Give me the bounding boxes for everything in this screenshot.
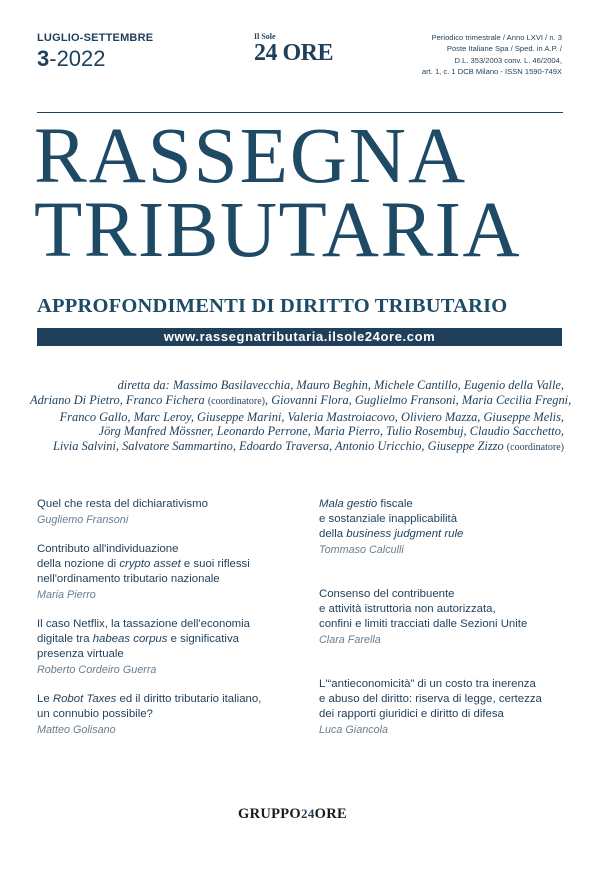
article bbox=[319, 677, 559, 738]
article bbox=[37, 692, 277, 738]
article-author: Maria Pierro bbox=[37, 589, 96, 601]
article-title: dei rapporti giuridici e diritto di difesa bbox=[319, 708, 504, 720]
article bbox=[37, 497, 277, 528]
article-title: confini e limiti tracciati dalle Sezioni Unite bbox=[319, 618, 528, 630]
article-title bbox=[37, 692, 277, 707]
title-italic: Mala gestio bbox=[319, 498, 378, 510]
title-text: ed il diritto tributario italiano, bbox=[116, 693, 262, 705]
issue-year: -2022 bbox=[49, 46, 106, 71]
title-text: Le bbox=[37, 693, 53, 705]
article bbox=[319, 587, 559, 648]
article bbox=[37, 617, 277, 678]
coordinator-tag: (coordinatore) bbox=[506, 442, 564, 454]
website-url-bar: www.rassegnatributaria.ilsole24ore.com bbox=[37, 328, 562, 346]
journal-title-line2: TRIBUTARIA bbox=[34, 187, 522, 274]
issue-number bbox=[37, 46, 106, 72]
publisher-logo bbox=[238, 806, 347, 823]
info-line: D.L. 353/2003 conv. L. 46/2004, bbox=[454, 55, 562, 65]
title-text: della bbox=[319, 528, 347, 540]
article-author: Gugliemo Fransoni bbox=[37, 514, 129, 526]
title-text: e significativa bbox=[167, 633, 239, 645]
directors-list bbox=[30, 378, 572, 456]
article-title bbox=[319, 497, 559, 512]
article-author: Luca Giancola bbox=[319, 724, 389, 736]
journal-title-line1: RASSEGNA bbox=[34, 113, 468, 200]
title-text: digitale tra bbox=[37, 633, 93, 645]
publisher-text: ORE bbox=[314, 806, 347, 822]
directors-text: Livia Salvini, Salvatore Sammartino, Edoardo Traversa, Antonio Uricchio, Giuseppe Zizzo bbox=[52, 439, 507, 454]
articles-left-column bbox=[37, 497, 277, 752]
logo-main-text: 24 ORE bbox=[254, 40, 334, 66]
info-line: Poste Italiane Spa / Sped. in A.P. / bbox=[446, 44, 562, 54]
article-title: presenza virtuale bbox=[37, 648, 124, 660]
journal-subtitle: APPROFONDIMENTI DI DIRITTO TRIBUTARIO bbox=[37, 295, 508, 317]
title-italic: Robot Taxes bbox=[52, 693, 117, 705]
publisher-number: 24 bbox=[301, 806, 315, 821]
title-italic: business judgment rule bbox=[346, 528, 464, 540]
article-title bbox=[37, 632, 277, 647]
article-title bbox=[319, 527, 559, 542]
directors-line: diretta da: Massimo Basilavecchia, Mauro Beghin, Michele Cantillo, Eugenio della Valle, bbox=[117, 378, 564, 392]
article-author: Clara Farella bbox=[319, 634, 381, 646]
article-author: Roberto Cordeiro Guerra bbox=[37, 664, 157, 676]
article-title: L'“antieconomicità” di un costo tra inerenza bbox=[319, 678, 536, 690]
issue-period: LUGLIO-SETTEMBRE bbox=[37, 32, 154, 44]
article-title: Il caso Netflix, la tassazione dell'economia bbox=[37, 618, 251, 630]
article-title: Contributo all'individuazione bbox=[37, 543, 179, 555]
article bbox=[319, 497, 559, 558]
article-title: nell'ordinamento tributario nazionale bbox=[37, 573, 220, 585]
article bbox=[37, 542, 277, 603]
title-text: e suoi riflessi bbox=[180, 558, 250, 570]
article-title: e attività istruttoria non autorizzata, bbox=[319, 603, 496, 615]
article-title: e sostanziale inapplicabilità bbox=[319, 513, 458, 525]
article-author: Tommaso Calculli bbox=[319, 544, 404, 556]
info-line: art. 1, c. 1 DCB Milano - ISSN 1590-749X bbox=[421, 66, 562, 76]
logo-top-text: Il Sole bbox=[254, 32, 276, 41]
title-italic: habeas corpus bbox=[92, 633, 168, 645]
article-title: Quel che resta del dichiarativismo bbox=[37, 498, 208, 510]
directors-line bbox=[30, 392, 572, 410]
directors-line: Franco Gallo, Marc Leroy, Giuseppe Marini, Valeria Mastroiacovo, Oliviero Mazza, Giuseppe Melis, bbox=[59, 409, 564, 424]
article-title: un connubio possibile? bbox=[37, 708, 153, 720]
article-title: Consenso del contribuente bbox=[319, 588, 455, 600]
issue-number-digit: 3 bbox=[37, 46, 50, 71]
directors-line bbox=[30, 439, 564, 456]
title-text: fiscale bbox=[377, 498, 413, 510]
title-italic: crypto asset bbox=[119, 558, 181, 570]
info-line: Periodico trimestrale / Anno LXVI / n. 3 bbox=[431, 33, 562, 42]
journal-title bbox=[34, 113, 570, 274]
coordinator-tag: (coordinatore) bbox=[207, 395, 266, 407]
title-text: della nozione di bbox=[37, 558, 120, 570]
directors-line: Jörg Manfred Mössner, Leonardo Perrone, Maria Pierro, Tulio Rosembuj, Claudio Sacchetto, bbox=[98, 424, 564, 439]
publisher-text: GRUPPO bbox=[238, 806, 302, 822]
articles-right-column bbox=[319, 497, 559, 752]
directors-text: , Giovanni Flora, Guglielmo Fransoni, Maria Cecilia Fregni, bbox=[265, 392, 572, 407]
sole24ore-logo bbox=[254, 33, 333, 65]
article-author: Matteo Golisano bbox=[37, 724, 116, 736]
masthead-info bbox=[392, 32, 562, 77]
article-title bbox=[37, 557, 277, 572]
article-title: e abuso del diritto: riserva di legge, certezza bbox=[319, 693, 542, 705]
directors-text: Adriano Di Pietro, Franco Fichera bbox=[30, 392, 208, 407]
